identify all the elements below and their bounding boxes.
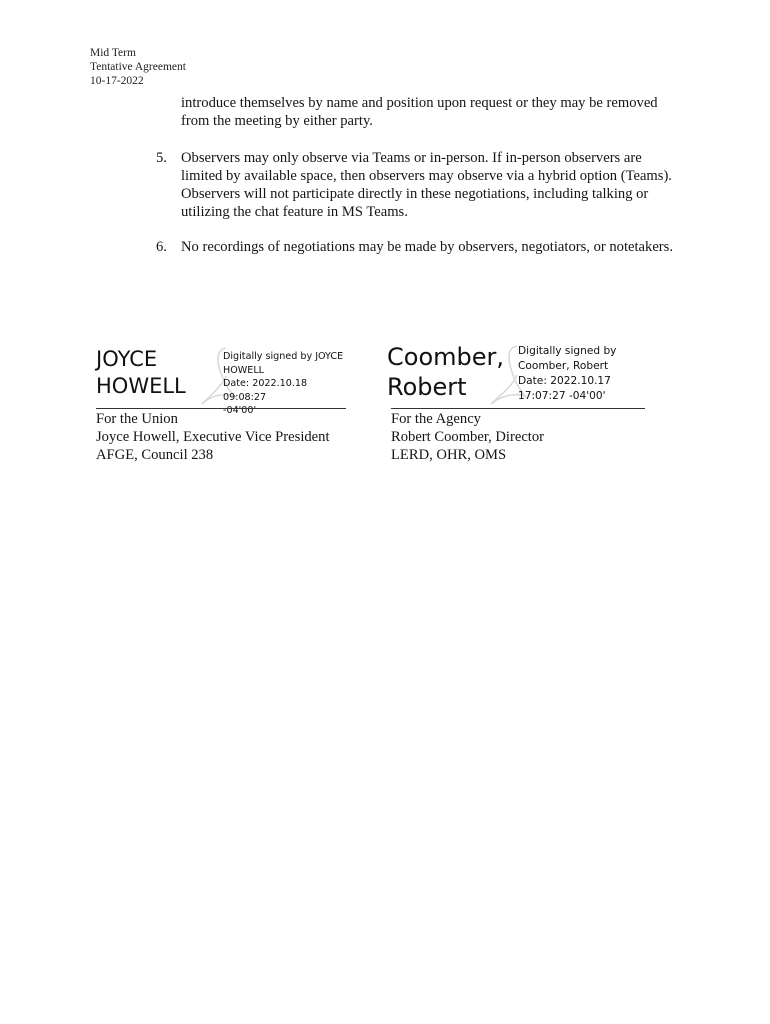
agency-signature-caption [391,410,651,464]
continued-paragraph: introduce themselves by name and position upon request or they may be removed from the meeting by either party. [181,95,658,129]
header-date: 10-17-2022 [90,75,144,87]
union-signature-name[interactable] [96,346,186,400]
caption-organization: LERD, OHR, OMS [391,447,507,463]
caption-organization: AFGE, Council 238 [96,447,214,463]
header-title: Mid Term [90,47,136,59]
digital-signature-date: -04'00' [223,405,257,416]
list-item-number: 5. [156,150,167,166]
list-item-text: No recordings of negotiations may be made by observers, negotiators, or notetakers. [181,239,673,255]
digital-signature-date: Date: 2022.10.17 [518,375,611,387]
signer-name-line: JOYCE [96,347,158,371]
signer-name-line: HOWELL [96,374,186,398]
caption-party: For the Union [96,411,178,427]
signature-line [96,408,346,409]
digital-signature-text: HOWELL [223,364,265,376]
digital-signature-text: Digitally signed by [518,345,617,357]
agency-digital-signature-details [518,344,646,404]
signer-name-line: Robert [387,373,467,401]
caption-party: For the Agency [391,411,481,427]
signer-name-line: Coomber, [387,343,504,371]
digital-signature-text: Digitally signed by JOYCE [223,351,344,362]
signature-line [391,408,645,409]
caption-signer: Joyce Howell, Executive Vice President [96,429,330,445]
caption-signer: Robert Coomber, Director [391,429,545,445]
list-item-number: 6. [156,239,167,255]
digital-signature-date: Date: 2022.10.18 09:08:27 [223,378,308,403]
header-subtitle: Tentative Agreement [90,61,186,73]
digital-signature-date: 17:07:27 -04'00' [518,390,606,402]
digital-signature-text: Coomber, Robert [518,360,609,372]
union-signature-caption [96,410,356,464]
list-item-text: Observers may only observe via Teams or in-person. If in-person observers are limited by available space, then observers may observe via a hybrid option (Teams). Observers will not participate directly in these negotiations, including talking or utilizing the chat feature in MS Teams. [181,150,672,220]
document-header [90,46,186,88]
